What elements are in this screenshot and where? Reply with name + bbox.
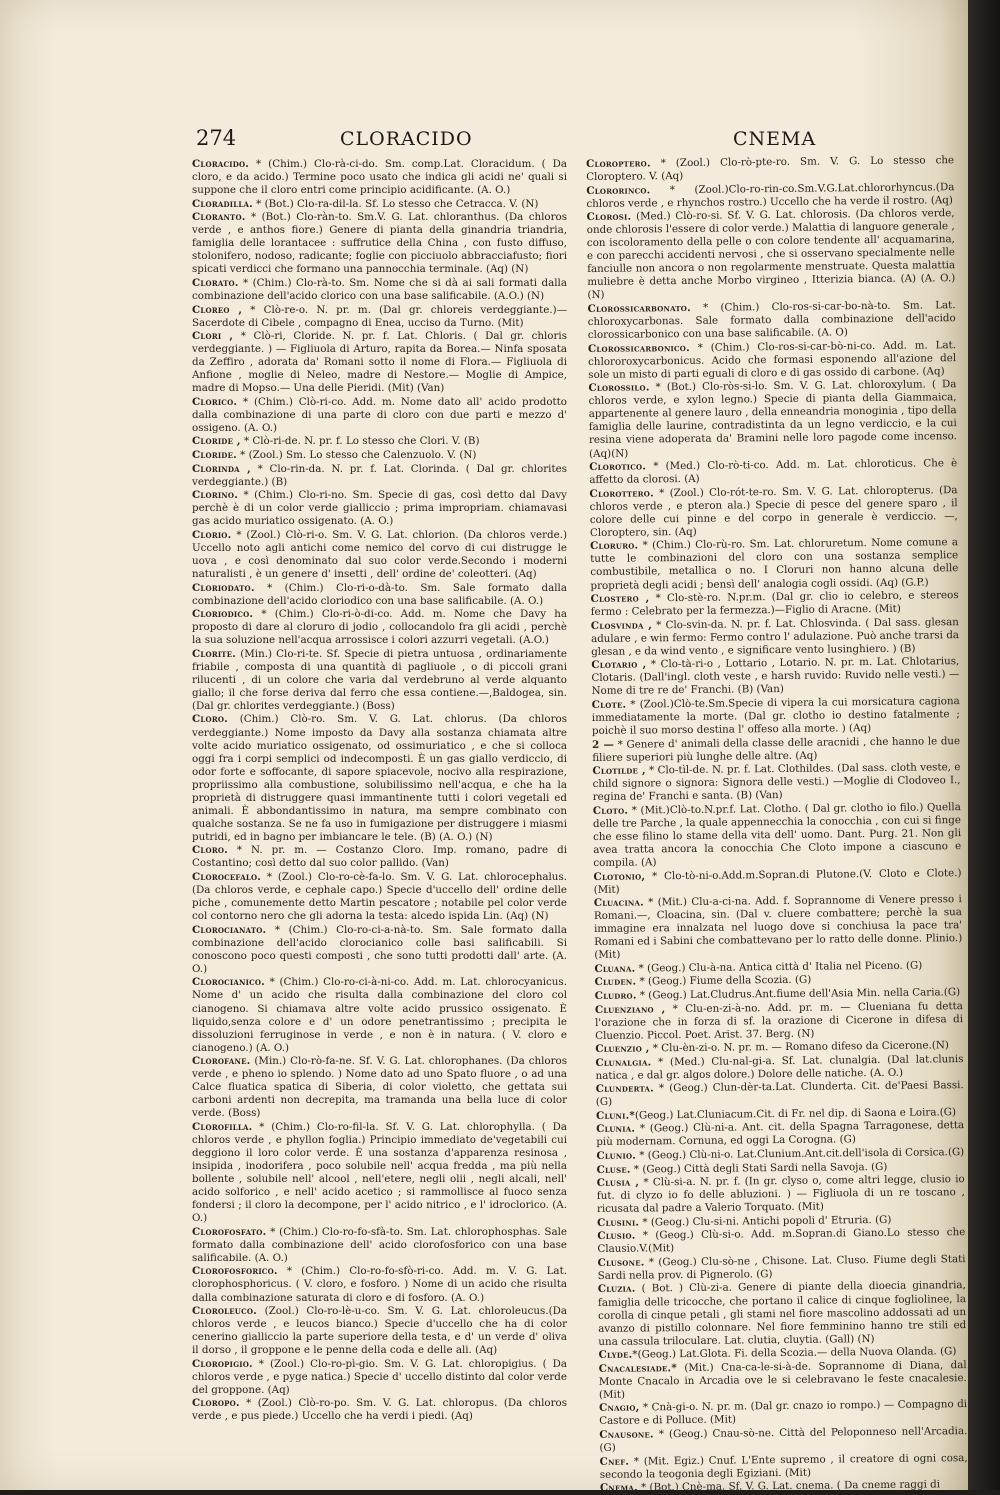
entry-headword: Cnagio, [599, 1401, 640, 1415]
right-running-head: CNEMA [733, 128, 817, 150]
entry-text: * Clo-tà-ri-o , Lottario , Lotario. N. pr. m. Lat. Chlotarius, Clotaris. (Dall'ingl. cloth veste , e harsh ruvido: Ruvido nelle vesti.) —Nome di tre re de' Franchi. (B) (Van) [591, 655, 960, 698]
dictionary-entry [595, 1053, 963, 1083]
entry-headword: Cloradilla. [192, 197, 253, 210]
entry-text: * (Mit.) Clu-a-ci-na. Add. f. Soprannome di Venere presso i Romani.—, Cloacina, sin. (Dal v. cluere combattere; perchè la sua immagine era innalzata nel luogo dove si conchiusa la pace tra' Romani ed i Sabini che combattevano per lo ratto delle donne. Plinio.) (Mit) [593, 893, 963, 962]
dictionary-entry [596, 1120, 964, 1150]
entry-text: * (Mit.)Clò-to.N.pr.f. Lat. Clotho. ( Dal gr. clotho io filo.) Quella delle tre Parche , la quale appennecchia la conocchia , con cui si finge che esse filino lo stame della vita dell' uomo. Dant. Purg. 21. Non gli avea tratta ancora la conocchia Che Cloto impone a ciascuno e compila. (A) [592, 800, 962, 869]
dictionary-entry [192, 1226, 567, 1265]
entry-headword: Cloriodico. [192, 608, 254, 621]
entry-text: *(Geog.) Lat.Glota. Fi. della Scozia.— della Nuova Olanda. (G) [632, 1345, 957, 1361]
entry-headword: Clorato. [192, 276, 239, 289]
entry-headword: Clunalgia. [595, 1056, 652, 1069]
entry-headword: Cluana. [594, 962, 636, 975]
entry-headword: Cloropigio. [192, 1357, 253, 1370]
entry-text: * (Zool.) Clò-ro-po. Sm. V. G. Lat. chloropus. (Da chloros verde , e pus piede.) Uccello che ha verdi i piedi. (Aq) [192, 1397, 567, 1423]
entry-headword: Closvinda , [590, 618, 653, 632]
dictionary-entry [192, 435, 567, 448]
dictionary-entry [588, 378, 957, 460]
dictionary-entry [192, 198, 567, 211]
dictionary-entry [600, 1478, 968, 1495]
dictionary-entry [597, 1226, 965, 1256]
dictionary-entry [192, 489, 567, 528]
entry-text: * (Zool.)Clò-te.Sm.Specie di vipera la cui morsicatura cagiona immediatamente la morte. (Dal gr. clotho io destino fatalmente ; poichè il suo morso destina l' offeso alla morte. ) (Aq) [591, 695, 960, 737]
dictionary-entry [192, 211, 567, 276]
entry-text: * (Chim.) Clo-ri-o-dà-to. Sm. Sale formato dalla combinazione dell'acido cloriodico con una base salificabile. (A. O.) [192, 581, 567, 607]
entry-text: * (Geog.) Clu-à-na. Antica città d' Italia nel Piceno. (G) [635, 959, 923, 975]
entry-headword: Cloroptero. [586, 157, 651, 170]
entry-headword: Clorosi. [586, 210, 632, 224]
dictionary-entry [592, 695, 960, 738]
entry-headword: Clorico. [192, 395, 238, 408]
dictionary-entry [192, 871, 567, 923]
entry-headword: Cludro. [594, 989, 637, 1002]
entry-headword: Cloreo , [192, 303, 243, 316]
dictionary-entry [192, 463, 567, 489]
entry-text: * (Bot.) Cnè-ma. Sf. V. G. Lat. cnema. ( Da cneme raggi di [637, 1478, 941, 1494]
dictionary-entry [192, 304, 567, 330]
entry-headword: 2 — [592, 738, 615, 751]
entry-text: * (Zool.)Clo-ro-rin-co.Sm.V.G.Lat.chlororhyncus.(Da chloros verde , e rhynchos rostro.) Uccello che ha verde il rostro. (Aq) [586, 180, 955, 210]
entry-headword: Cluden. [594, 975, 637, 989]
entry-text: * Clo-tìl-de. N. pr. f. Lat. Clothildes. (Dal sass. cloth veste, e child signore o signora: Signora delle vesti.) —Moglie di Clodoveo I., regina de' Franchi e santa. (B) (Van) [592, 761, 961, 804]
entry-headword: Clorocefalo. [192, 871, 262, 884]
entry-headword: Clorofane. [192, 1055, 251, 1068]
entry-headword: Cloride. [192, 449, 237, 462]
entry-text: ( Bot. ) Clù-zi-a. Genere di piante della dioecia ginandria, famiglia delle tricocche, che portano il calice di cinque fogliolinee, la corolla di cinque petali , gli stami nel fiore mascolino addossati ad un avanzo di pistillo colonnare. Nel fiore femminino hanno tre stili ed una cassula triloculare. Lat. clutia, cluytia. (Gall) (N) [597, 1279, 967, 1348]
dictionary-entry [594, 893, 963, 962]
entry-text: * Clo-rin-da. N. pr. f. Lat. Clorinda. ( Dal gr. chlorites verdeggiante.) (B) [192, 462, 567, 488]
entry-headword: Clorossicarbonico. [587, 341, 690, 355]
entry-text: * Clu-èn-zi-o. N. pr. m. — Romano difeso da Cicerone.(N) [649, 1039, 949, 1055]
entry-text: * (Chim.) Clo-ro-fo-sfò-ri-co. Add. m. V. G. Lat. clorophosphoricus. ( V. cloro, e fosforo. ) Nome di un acido che risulta dalla combinazione saturata di cloro e di fosforo. (A. O.) [192, 1265, 567, 1304]
entry-text: * (Zool.) Clo-ro-cè-fa-lo. Sm. V. G. Lat. chlorocephalus. (Da chloros verde, e cephale capo.) Specie d'uccello dell' ordine delle piche , comunemente detto Martin pescatore ; notabile pel color verde col contorno nero che gli adorna la testa: alcedo ispida Lin. (Aq) (N) [192, 871, 567, 923]
dictionary-entry [600, 1452, 968, 1482]
entry-text: * (Chim.) Clo-ros-si-car-bo-nà-to. Sm. Lat. chloroxycarbonas. Sale formato dalla combinazione dell'acido clorossicarbonico con una base salificabile. (A. O) [587, 299, 956, 342]
entry-text: * (Geog.) Lat.Cludrus.Ant.fiume dell'Asia Min. nella Caria.(G) [636, 986, 961, 1002]
dictionary-entry [592, 735, 960, 765]
dictionary-entry [192, 529, 567, 581]
dictionary-entry [192, 976, 567, 1054]
dictionary-entry [588, 339, 956, 382]
entry-text: * (Geog.) Clù-ni-a. Ant. cit. della Spagna Tarragonese, detta più modernam. Cornuna, ed oggi La Corogna. (G) [596, 1119, 965, 1149]
dictionary-entry [589, 484, 958, 540]
dictionary-entry [599, 1359, 967, 1402]
entry-text: * Clo-stè-ro. N.pr.m. (Dal gr. clio io celebro, e stereos fermo : Celebrato per la fermezza.)—Figlio di Aracne. (Mit) [590, 589, 959, 619]
entry-text: * Clo-tò-ni-o.Add.m.Sopran.di Plutone.(V. Cloto e Clote.)(Mit) [593, 866, 962, 896]
entry-text: * Clò-ri, Cloride. N. pr. f. Lat. Chloris. ( Dal gr. chloris verdeggiante. ) — Figliuola di Arturo, rapita da Borea.— Ninfa sposata da Zeffiro , adorata da' Romani sotto il nome di Flora.— Figliuola di Anfione , moglie di Neleo, madre di Nestore.— Moglie di Ampice, madre di Mopso.— Una delle Pieridi. (Mit) (Van) [192, 330, 567, 395]
dictionary-entry [192, 648, 567, 713]
entry-headword: Clorite. [192, 647, 237, 660]
dictionary-entry [596, 1079, 964, 1109]
entry-headword: Clusone. [597, 1256, 645, 1269]
entry-text: * (Mit. Egiz.) Cnuf. L'Ente supremo , il creatore di ogni cosa, secondo la teogonia degli Egiziani. (Mit) [599, 1451, 968, 1481]
entry-headword: Clunia. [596, 1122, 636, 1136]
entry-headword: Cloruro. [590, 539, 639, 553]
entry-text: * (Chim.) Clo-ri-no. Sm. Specie di gas, così detto dal Davy perchè è di un color verde gialliccio ; prima impropriam. chiamavasi gas acido muriatico ossigenato. (A. O.) [192, 489, 567, 528]
dictionary-entry [598, 1253, 966, 1283]
entry-headword: Cnef. [599, 1455, 630, 1468]
entry-text: * Genere d' animali della classe delle aracnidi , che hanno le due filiere superiori più lunghe delle altre. (Aq) [592, 734, 961, 764]
entry-headword: Cloto. [592, 804, 629, 817]
dictionary-entry [192, 924, 567, 976]
entry-text: * (Chim.) Clo-ro-fo-sfà-to. Sm. Lat. chlorophosphas. Sale formato dalla combinazione dell' acido clorofosforico con una base salificabile. (A. O.) [192, 1225, 567, 1264]
dictionary-entry [592, 761, 960, 804]
entry-text: * (Chim.) Clo-ro-fil-la. Sf. V. G. Lat. chlorophylla. ( Da chloros verde , e phyllon foglia.) Principio immediato de'vegetabili cui deggiono il loro color verde. È una sostanza d'apparenza resinosa , insipida , inodorifera , poco solubile nell' acqua fredda , ma più nella bollente , solubile nell' alcool , nell'etere, negli olii , negli alcali, nell' acido solforico , e nell' acido acetico ; si rammollisce al fuoco senza fondersi ; il cloro la decompone, per l' acido nitrico , e l' idroclorico. (A. O.) [192, 1120, 567, 1225]
entry-text: * Clo-svin-da. N. pr. f. Lat. Chlosvinda. ( Dal sass. glesan adulare , e win fermo: Fermo contro l' adulazione. Può anche trarsi da glesan , e da wind vento , e significare vento lusinghiero. ) (B) [590, 615, 960, 658]
entry-text: * (Med.) Clu-nal-gi-a. Sf. Lat. clunalgia. (Dal lat.clunis natica , e dal gr. algos dolore.) Dolore delle natiche. (A. O.) [595, 1052, 964, 1082]
entry-text: * (Chim.) Clo-ros-si-car-bò-ni-co. Add. m. Lat. chlororoxycarbonicus. Acido che formasi esponendo all'azione del sole un misto di parti eguali di cloro e di gas ossido di carbone. (Aq) [588, 338, 957, 381]
dictionary-entry [192, 158, 567, 197]
entry-headword: Clorottero. [589, 486, 654, 500]
entry-text: * (Geog.) Clu-sò-ne , Chisone. Lat. Cluso. Fiume degli Stati Sardi nella prov. di Pignerolo. (G) [597, 1252, 966, 1282]
entry-text: * (Geog.) Cnau-sò-ne. Città del Peloponneso nell'Arcadia.(G) [599, 1425, 968, 1454]
entry-text: (Min.) Clo-rò-fa-ne. Sf. V. G. Lat. chlorophanes. (Da chloros verde , e pheno io splendo. ) Nome dato ad uno Spato fluore , o ad una Calce fluatica spatica di Siberia, di color violetto, che gettata sui carboni ardenti non decrepita, ma tramanda una bella luce di color verde. (Boss) [192, 1055, 567, 1120]
entry-headword: Clostero , [590, 592, 650, 606]
dictionary-entry [598, 1280, 967, 1349]
entry-headword: Cloroleuco. [192, 1305, 257, 1318]
entry-headword: Clorofosforico. [192, 1265, 278, 1278]
dictionary-entry [587, 207, 956, 302]
entry-headword: Clyde. [598, 1348, 633, 1362]
entry-headword: Clorocianico. [192, 976, 265, 989]
entry-headword: Cluacina. [593, 896, 644, 910]
entry-headword: Clorofosfato. [192, 1225, 267, 1238]
entry-headword: Clorio. [192, 528, 232, 541]
entry-text: * (Chim.) Clo-ro-ci-a-nà-to. Sm. Sale formato dalla combinazione dell'acido clorocianico colle basi salificabili. Si conoscono poco questi composti , che sono tutti prodotti dall' arte. (A. O.) [192, 923, 567, 975]
entry-text: (Zool.) Clo-ro-lè-u-co. Sm. V. G. Lat. chloroleucus.(Da chloros verde , e leucos bianco.) Specie d'uccello che ha di color cenerino gialliccio la parte superiore della testa, e d' un verde d' oliva il dorso , il groppone e le penne della coda e delle ali. (Aq) [192, 1305, 567, 1357]
entry-headword: Clusio. [597, 1229, 636, 1243]
entry-headword: Cluenzio , [595, 1042, 650, 1056]
entry-text: (Chim.) Clò-ro. Sm. V. G. Lat. chlorus. (Da chloros verdeggiante.) Nome imposto da Davy alla sostanza chiamata altre volte acido muriatico ossigenato, od ossimuriatico , e che si colloca oggi fra i corpi semplici od indecomposti. È un gas giallo verdiccio, di odor forte e soffocante, di sapore spiacevole, nocivo alla respirazione, propriissimo alla combustione, solubilissimo nell'acqua, e che ha la proprietà di distruggere quasi immantinente tutti i colori vegetali ed animali. È abbondantissimo in natura, ma sempre combinato con qualche sostanza. Se ne fa uso in fumigazione per distruggere i miasmi putridi, ed in bagno per imbiancare le tele. (B) (A. O.) (N) [192, 713, 567, 843]
entry-text: * (Med.) Clo-rò-ti-co. Add. m. Lat. chloroticus. Che è affetto da clorosi. (A) [589, 457, 958, 487]
entry-headword: Clori , [192, 330, 234, 343]
entry-text: (Min.) Clo-ri-te. Sf. Specie di pietra untuosa , ordinariamente friabile , composta di una quantità di pagliuole , o di piccoli grani rilucenti , di un colore che varia dal verdebruno al verde alquanto giallo; il che forse deriva dal ferro che essa contiene.—,Baldogea, sin. (Dal gr. chlorites verdeggiante.) (Boss) [192, 647, 567, 712]
dictionary-entry [591, 616, 959, 659]
dictionary-entry [192, 449, 567, 462]
dictionary-entry [593, 867, 961, 897]
entry-headword: Clorossilo. [588, 381, 650, 395]
dictionary-entry [192, 713, 567, 843]
entry-headword: Cloracido. [192, 158, 250, 170]
dictionary-entry [586, 181, 954, 211]
dictionary-entry [595, 1000, 963, 1043]
entry-text: (Mit.) Cna-ca-le-si-à-de. Soprannome di Diana, dal Monte Cnacalo in Arcadia ove le si celebravano le feste cnacalesie. (Mit) [598, 1358, 967, 1401]
entry-text: (Geog.) Lat.Cluniacum.Cit. di Fr. nel dip. di Saona e Loira.(G) [634, 1106, 957, 1122]
dictionary-entry [593, 801, 962, 870]
entry-headword: Clorino. [192, 489, 238, 502]
entry-headword: Cluni.* [595, 1109, 635, 1122]
entry-text: * (Bot.) Clo-ra-dil-la. Sf. Lo stesso che Cetracca. V. (N) [252, 197, 539, 210]
entry-headword: Clunio. [596, 1149, 637, 1162]
entry-headword: Cluzia. [597, 1283, 636, 1296]
entry-text: * (Geog.) Clun-dèr-ta.Lat. Clunderta. Cit. de'Paesi Bassi.(G) [595, 1079, 964, 1109]
entry-headword: Clorinda , [192, 462, 251, 475]
dictionary-entry [599, 1398, 967, 1428]
entry-headword: Clote. [591, 698, 627, 711]
dictionary-entry [192, 1121, 567, 1225]
entry-text: * Cnà-gi-o. N. pr. m. (Dal gr. cnazo io rompo.) — Compagno di Castore e di Polluce. (Mit) [599, 1398, 968, 1428]
dictionary-entry [192, 277, 567, 303]
entry-headword: Clorossicarbonato. [587, 301, 691, 316]
left-running-head: CLORACIDO [340, 128, 473, 150]
dictionary-entry [192, 330, 567, 395]
entry-headword: Cluenziano , [594, 1002, 666, 1016]
dictionary-entry [192, 1358, 567, 1397]
dictionary-entry [590, 536, 959, 592]
entry-text: * (Geog.) Città degli Stati Sardi nella Savoja. (G) [630, 1160, 888, 1176]
entry-headword: Clorotico. [589, 460, 647, 474]
dictionary-entry [192, 396, 567, 435]
dictionary-entry [192, 582, 567, 608]
entry-text: * (Zool.) Clo-ro-pì-gio. Sm. V. G. Lat. chloropigius. ( Da chloros verde , e pyge natica.) Specie d' uccello distinto dal color verde del groppone. (Aq) [192, 1357, 567, 1396]
entry-headword: Clotario , [591, 658, 647, 672]
entry-headword: Clunderta. [595, 1082, 654, 1096]
entry-text: * Clù-si-a. N. pr. f. (In gr. clyso o, come altri legge, clusio io fut. di clyzo io fo delle abluzioni. ) — Figliuola di un re toscano , ricusata dal padre a Valerio Torquato. (Mit) [596, 1173, 965, 1216]
entry-text: * (Chim.) Clo-ri-ò-di-co. Add. m. Nome che Davy ha proposto di dare al cloruro di jodio , collocandolo fra gli acidi , perchè la sua soluzione nell'acqua arrossisce i colori azzurri vegetali. (A.O.) [192, 608, 567, 647]
dictionary-entry [597, 1173, 965, 1216]
entry-text: * (Bot.) Clo-ròs-si-lo. Sm. V. G. Lat. chloroxylum. ( Da chloros verde, e xylon legno.) Specie di pianta della Giammaica, appartenente al genere lauro , della enneandria monoginia , tipo della famiglia delle laurine, contradistinta da un legno verdiccio, e la cui resina viene adoperata da' Bramini nelle loro pagode come incenso.(Aq)(N) [588, 378, 958, 460]
left-column [192, 158, 567, 1423]
dictionary-entry [586, 154, 954, 184]
entry-headword: Clotilde , [592, 764, 646, 778]
entry-text: * (Geog.) Fiume della Scozia. (G) [636, 974, 812, 988]
entry-text: * Clò-re-o. N. pr. m. (Dal gr. chloreis verdeggiante.)—Sacerdote di Cibele , compagno di Enea, ucciso da Turno. (Mit) [192, 303, 567, 329]
entry-text: * (Chim.) Clo-rà-ci-do. Sm. comp.Lat. Cloracidum. ( Da cloro, e da acido.) Termine poco usato che indica gli acidi ne' quali si suppone che il cloro entri come principio acidificante. (A. O.) [192, 158, 567, 197]
dictionary-entry [599, 1425, 967, 1455]
entry-headword: Cluse. [596, 1163, 631, 1176]
dictionary-entry [591, 655, 959, 698]
right-column [586, 154, 968, 1495]
dictionary-entry [192, 1305, 567, 1357]
dictionary-entry [591, 589, 959, 619]
entry-text: * (Zool.) Clo-rò-pte-ro. Sm. V. G. Lo stesso che Cloroptero. V. (Aq) [586, 154, 955, 184]
dictionary-entry [588, 299, 956, 342]
entry-text: * (Geog.) Clù-ni-o. Lat.Clunium.Ant.cit.dell'isola di Corsica.(G) [635, 1146, 965, 1162]
entry-headword: Cloranto. [192, 211, 246, 224]
entry-headword: Cloropo. [192, 1397, 240, 1410]
entry-text: * (Chim.) Clò-ri-co. Add. m. Nome dato all' acido prodotto dalla combinazione di una parte di cloro con due parti e mezzo d' ossigeno. (A. O.) [192, 395, 567, 434]
entry-headword: Cloro. [192, 713, 228, 726]
entry-headword: Clusia , [596, 1176, 640, 1190]
dictionary-entry [192, 1265, 567, 1304]
entry-headword: Clororinco. [586, 183, 651, 197]
dictionary-entry [192, 844, 567, 870]
dictionary-entry [192, 1397, 567, 1423]
dictionary-entry [192, 1055, 567, 1120]
entry-text: * (Bot.) Clo-ràn-to. Sm.V. G. Lat. chloranthus. (Da chloros verde , e anthos fiore.) Genere di pianta della ginandria triandria, famiglia delle lorantacee : suffrutice della China , con fusto diffuso, stolonifero, nodoso, radicante; foglie con picciuolo abbracciafusto; fiori spicati verdicci che formano una pannocchia terminale. (Aq) (N) [192, 211, 567, 276]
entry-headword: Clusini. [597, 1216, 640, 1229]
entry-text: * (Zool.) Clò-ri-o. Sm. V. G. Lat. chlorion. (Da chloros verde.) Uccello noto agli antichi come nemico del corvo di cui distrugge le uova , e così denominato dal suo color verde.Secondo i moderni naturalisti , è un genere d' insetti , dell' ordine de' coleotteri. (Aq) [192, 528, 567, 580]
page-number: 274 [196, 126, 237, 150]
entry-headword: Cloriodato. [192, 581, 255, 594]
dictionary-entry [192, 608, 567, 647]
dictionary-entry [589, 457, 957, 487]
entry-text: * (Zool.) Clo-rót-te-ro. Sm. V. G. Lat. chloropterus. (Da chloros verde , e pteron ala.) Specie di pesce del genere sparo , il colore delle cui pinne e del corpo in generale è verdiccio. —, Cloroptero, sin. (Aq) [589, 483, 958, 539]
entry-text: * (Zool.) Sm. Lo stesso che Calenzuolo. V. (N) [236, 449, 477, 462]
entry-text: * (Geog.) Clù-si-o. Add. m.Sopran.di Giano.Lo stesso che Clausio.V.(Mit) [597, 1226, 966, 1256]
entry-text: * (Chim.) Clo-rà-to. Sm. Nome che si dà ai sali formati dalla combinazione dell'acido clorico con una base salificabile. (A.O.) (N) [192, 276, 567, 302]
entry-headword: Cnausone. [599, 1428, 654, 1441]
entry-text: * (Geog.) Clu-si-ni. Antichi popoli d' Etruria. (G) [639, 1213, 892, 1229]
entry-text: (Med.) Clò-ro-si. Sf. V. G. Lat. chlorosis. (Da chloros verde, onde chlorosis l'essere di color verde.) Malattia di languore generale , con iscoloramento della pelle o con colore tendente all' acquamarina, e con parecchi accidenti nervosi , che si osservano specialmente nelle fanciulle non ancora o non regolarmente menstruate. Questa malattia muliebre è detta anche Morbo virgineo , Itterizia bianca. (A) (A. O.) (N) [586, 207, 956, 302]
entry-headword: Clorofilla. [192, 1120, 253, 1133]
book-spine-edge [968, 0, 1000, 1490]
entry-headword: Clotonio, [593, 869, 646, 883]
entry-text: * N. pr. m. — Costanzo Cloro. Imp. romano, padre di Costantino; così detto dal suo color pallido. (Van) [192, 844, 567, 870]
entry-text: * (Chim.) Clo-rù-ro. Sm. Lat. chloruretum. Nome comune a tutte le combinazioni del cloro con una sostanza semplice combustibile, metallica o no. I Cloruri non hanno alcuna delle proprietà degli acidi ; bensì dell' analogia cogli ossidi. (Aq) (G.P.) [590, 536, 959, 592]
entry-headword: Cnema. [599, 1481, 638, 1495]
entry-text: * Clu-en-zi-à-no. Add. pr. m. — Clueniana fu detta l'orazione che in forza di sf. la orazione di Cicerone in difesa di Cluenzio. Piccol. Poet. Arist. 37. Berg. (N) [594, 999, 964, 1042]
page-header [0, 126, 968, 156]
entry-headword: Cnacalesiade.* [598, 1361, 677, 1375]
entry-text: * Clò-ri-de. N. pr. f. Lo stesso che Clori. V. (B) [240, 435, 480, 448]
entry-text: * (Chim.) Clo-ro-ci-à-ni-co. Add. m. Lat. chlorocyanicus. Nome d' un acido che risulta dalla combinazione del cloro col cianogeno. Si chiamava altre volte acido prussico ossigenato. È liquido,senza colore e d' un odore penetrantissimo ; precipita le dissoluzioni ferruginose in verde , e non è in natura. ( V. cloro e cianogeno.) (A. O.) [192, 976, 567, 1054]
entry-headword: Cloro. [192, 844, 228, 857]
entry-headword: Clorocianato. [192, 923, 267, 936]
entry-headword: Cloride , [192, 435, 241, 448]
